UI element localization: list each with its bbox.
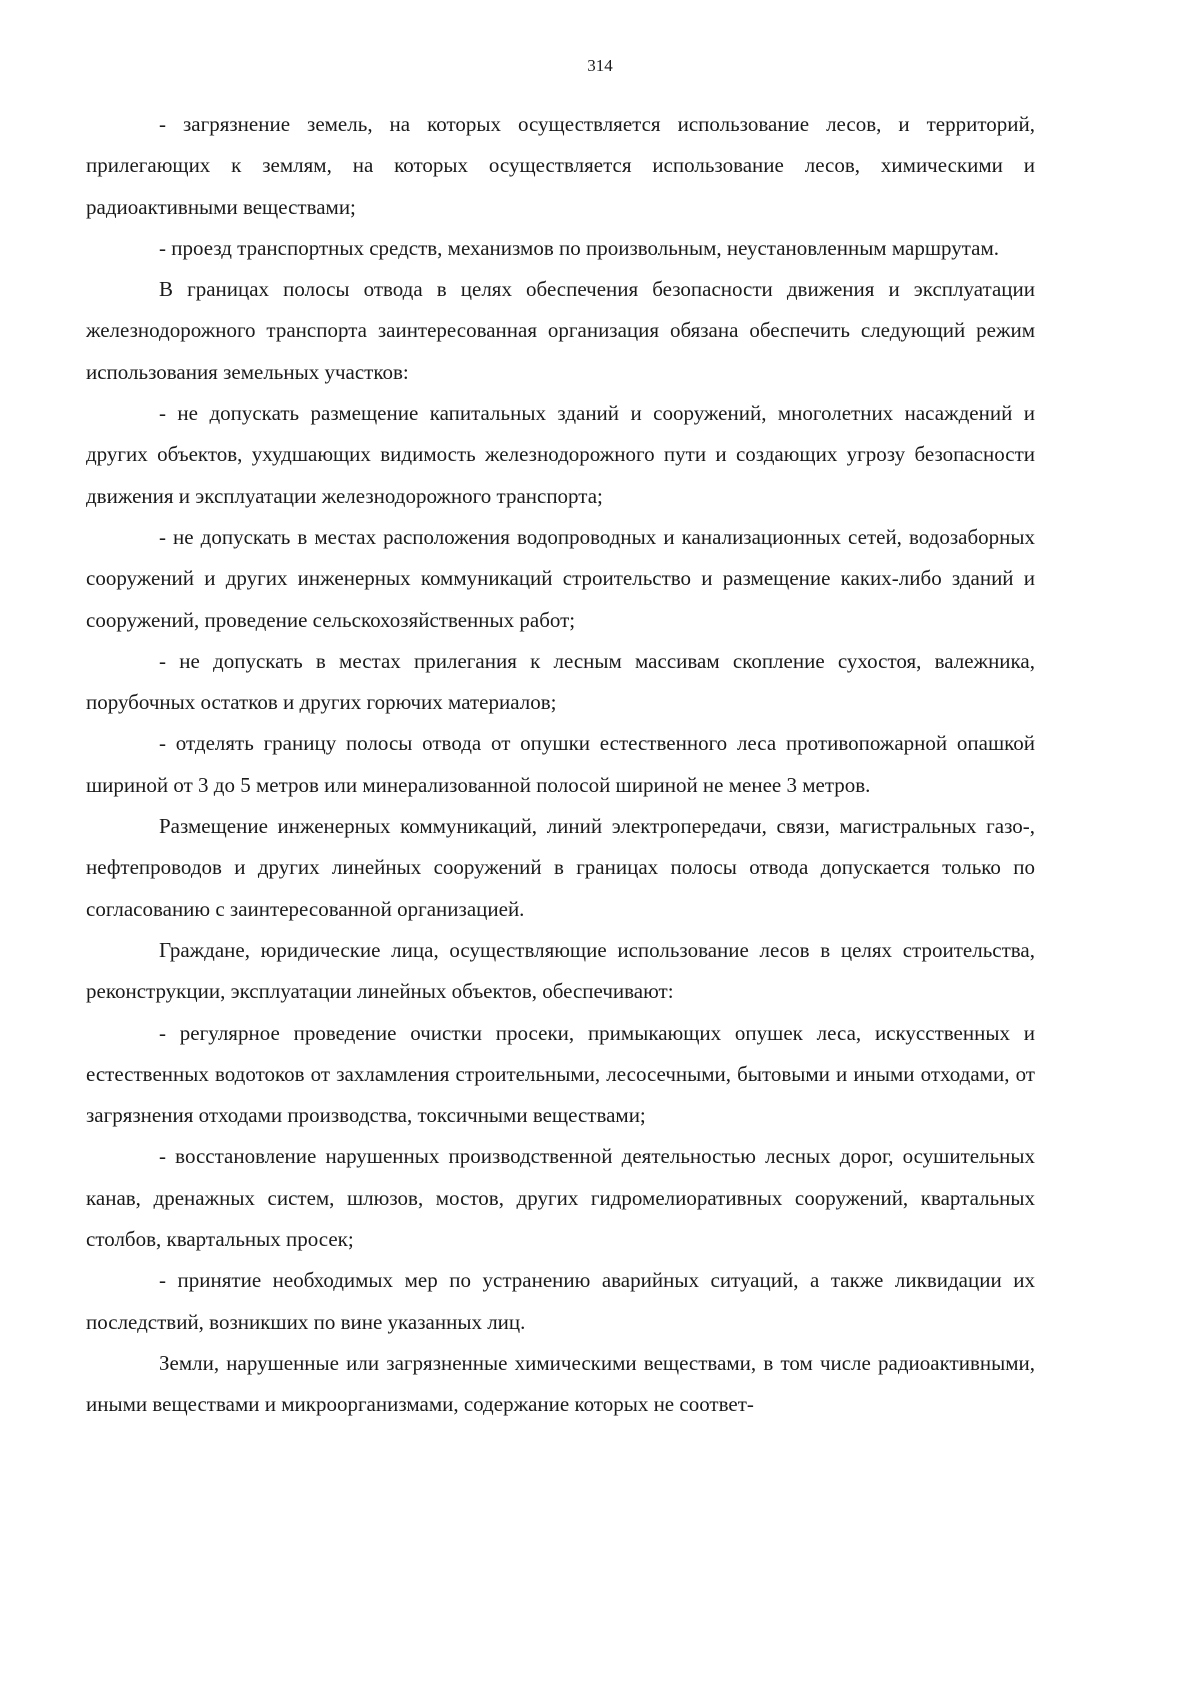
paragraph-linear-objects-obligations: Граждане, юридические лица, осуществляющие использование лесов в целях строительства, реконструкции, эксплуатации линейных объектов, обеспечивают: [86, 937, 1035, 1004]
paragraph-firebreak-separation: - отделять границу полосы отвода от опушки естественного леса противопожарной опашкой шириной от 3 до 5 метров или минерализованной полосой шириной не менее 3 метров. [86, 731, 1035, 797]
paragraph-clearing-cleanup: - регулярное проведение очистки просеки, примыкающих опушек леса, искусственных и естественных водотоков от захламления строительными, лесосечными, бытовыми и иными отходами, от загрязнения отходами производства, токсичными веществами; [86, 1020, 1035, 1128]
page-number: 314 [587, 56, 613, 75]
paragraph-vehicle-passage-prohibition: - проезд транспортных средств, механизмов по произвольным, неустановленным маршрутам. [159, 235, 999, 260]
paragraph-no-capital-buildings: - не допускать размещение капитальных зданий и сооружений, многолетних насаждений и других объектов, ухудшающих видимость железнодорожного пути и создающих угрозу безопасности движения и эксплуатации железнодорожного транспорта; [86, 401, 1035, 508]
paragraph-pollution-prohibition: - загрязнение земель, на которых осуществляется использование лесов, и территорий, прилегающих к землям, на которых осуществляется использование лесов, химическими и радиоактивными веществами; [86, 112, 1035, 219]
paragraph-restoration: - восстановление нарушенных производственной деятельностью лесных дорог, осушительных канав, дренажных систем, шлюзов, мостов, других гидромелиоративных сооружений, квартальных столбов, квартальных просек; [86, 1144, 1035, 1252]
paragraph-utilities-placement: Размещение инженерных коммуникаций, линий электропередачи, связи, магистральных газо-, нефтепроводов и других линейных сооружений в границах полосы отвода допускается только по согласованию с заинтересованной организацией. [86, 814, 1035, 921]
document-body [86, 104, 1035, 1426]
paragraph-contaminated-lands: Земли, нарушенные или загрязненные химическими веществами, в том числе радиоактивными, иными веществами и микроорганизмами, содержание которых не соответ- [86, 1350, 1035, 1417]
paragraph-emergency-measures: - принятие необходимых мер по устранению аварийных ситуаций, а также ликвидации их последствий, возникших по вине указанных лиц. [86, 1268, 1035, 1334]
paragraph-no-construction-near-networks: - не допускать в местах расположения водопроводных и канализационных сетей, водозаборных сооружений и других инженерных коммуникаций строительство и размещение каких-либо зданий и сооружений, проведение сельскохозяйственных работ; [86, 524, 1035, 632]
paragraph-right-of-way-regime: В границах полосы отвода в целях обеспечения безопасности движения и эксплуатации железнодорожного транспорта заинтересованная организация обязана обеспечить следующий режим использования земельных участков: [86, 277, 1035, 384]
paragraph-no-combustible-accumulation: - не допускать в местах прилегания к лесным массивам скопление сухостоя, валежника, порубочных остатков и других горючих материалов; [86, 648, 1035, 715]
